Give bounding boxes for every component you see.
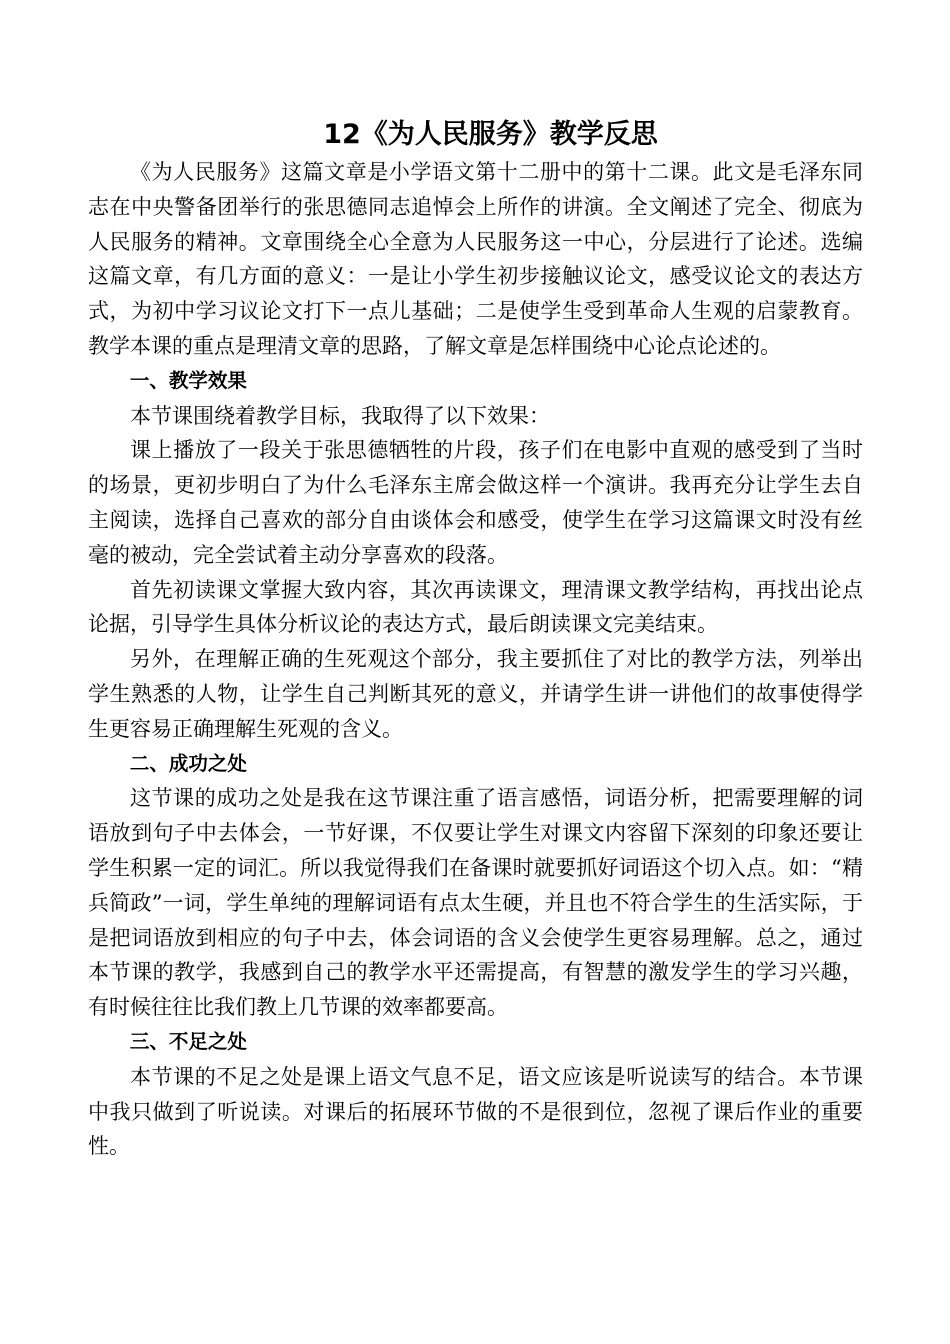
section2-paragraph-1: 这节课的成功之处是我在这节课注重了语言感悟，词语分析，把需要理解的词语放到句子中去体会，一节好课，不仅要让学生对课文内容留下深刻的印象还要让学生积累一定的词汇。所以我觉得我们在备课时就要抓好词语这个切入点。如：“精兵简政”一词，学生单纯的理解词语有点太生硬，并且也不符合学生的生活实际，于是把词语放到相应的句子中去，体会词语的含义会使学生更容易理解。总之，通过本节课的教学，我感到自己的教学水平还需提高，有智慧的激发学生的学习兴趣，有时候往往比我们教上几节课的效率都要高。 (88, 786, 863, 1020)
section1-paragraph-4: 另外，在理解正确的生死观这个部分，我主要抓住了对比的教学方法，列举出学生熟悉的人物，让学生自己判断其死的意义，并请学生讲一讲他们的故事使得学生更容易正确理解生死观的含义。 (88, 647, 863, 741)
document-title: 12《为人民服务》教学反思 (323, 119, 658, 150)
section-heading-success: 二、成功之处 (129, 751, 247, 775)
section-heading-teaching-effect: 一、教学效果 (129, 368, 247, 392)
section1-paragraph-2: 课上播放了一段关于张思德牺牲的片段，孩子们在电影中直观的感受到了当时的场景，更初步明白了为什么毛泽东主席会做这样一个演讲。我再充分让学生去自主阅读，选择自己喜欢的部分自由谈体会和感受，使学生在学习这篇课文时没有丝毫的被动，完全尝试着主动分享喜欢的段落。 (88, 438, 863, 567)
section1-paragraph-1: 本节课围绕着教学目标，我取得了以下效果： (130, 403, 550, 428)
section3-paragraph-1: 本节课的不足之处是课上语文气息不足，语文应该是听说读写的结合。本节课中我只做到了听说读。对课后的拓展环节做的不是很到位，忽视了课后作业的重要性。 (88, 1064, 863, 1159)
section-heading-shortcomings: 三、不足之处 (129, 1029, 247, 1053)
document-page (88, 115, 863, 1164)
intro-paragraph: 《为人民服务》这篇文章是小学语文第十二册中的第十二课。此文是毛泽东同志在中央警备团举行的张思德同志追悼会上所作的讲演。全文阐述了完全、彻底为人民服务的精神。文章围绕全心全意为人民服务这一中心，分层进行了论述。选编这篇文章，有几方面的意义：一是让小学生初步接触议论文，感受议论文的表达方式，为初中学习议论文打下一点儿基础；二是使学生受到革命人生观的启蒙教育。教学本课的重点是理清文章的思路，了解文章是怎样围绕中心论点论述的。 (88, 160, 863, 358)
section1-paragraph-3: 首先初读课文掌握大致内容，其次再读课文，理清课文教学结构，再找出论点论据，引导学生具体分析议论的表达方式，最后朗读课文完美结束。 (88, 577, 863, 637)
